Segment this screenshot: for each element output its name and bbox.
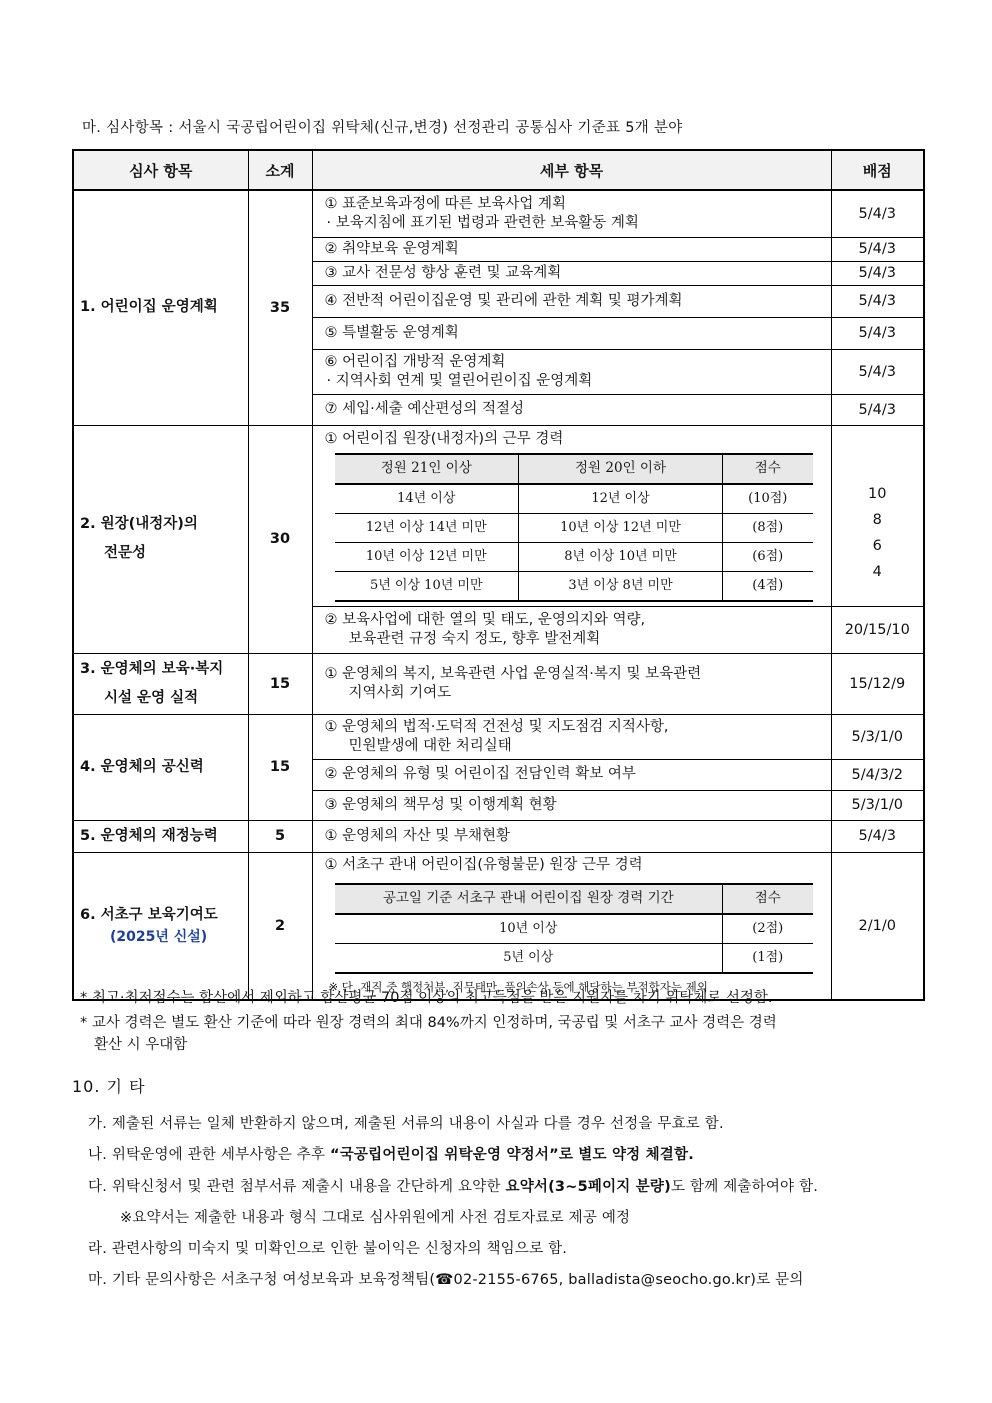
subtotal-cell: 15	[248, 714, 312, 820]
seocho-career-table	[335, 883, 813, 974]
points-value: 6	[872, 538, 882, 554]
item-ra: 라. 관련사항의 미숙지 및 미확인으로 인한 불이익은 신청자의 책임으로 함.	[88, 1241, 568, 1257]
item-ga: 가. 제출된 서류는 일체 반환하지 않으며, 제출된 서류의 내용이 사실과 다를 경우 선정을 무효로 함.	[88, 1116, 724, 1132]
detail-line: ① 운영체의 법적·도덕적 건전성 및 지도점검 지적사항,	[324, 718, 669, 735]
inner-cell: 10년 이상 12년 미만	[519, 513, 723, 542]
points-cell: 5/3/1/0	[831, 790, 924, 820]
section-10-title: 10. 기 타	[72, 1077, 146, 1096]
detail-cell: ④ 전반적 어린이집운영 및 관리에 관한 계획 및 평가계획	[312, 285, 831, 317]
detail-line: 보육관련 규정 숙지 정도, 향후 발전계획	[348, 630, 601, 647]
detail-line: ① 서초구 관내 어린이집(유형불문) 원장 근무 경력	[324, 856, 643, 873]
inner-cell: (2점)	[723, 914, 813, 944]
note-2	[80, 1012, 923, 1056]
detail-cell: ② 취약보육 운영계획	[312, 237, 831, 261]
detail-cell	[312, 190, 831, 237]
detail-line: · 지역사회 연계 및 열린어린이집 운영계획	[326, 372, 593, 389]
item-bold-text: “국공립어린이집 위탁운영 약정서”로 별도 약정 체결함.	[329, 1147, 694, 1163]
table-row	[73, 820, 924, 852]
subtotal-cell: 2	[248, 852, 312, 1000]
inner-cell: (4점)	[723, 571, 813, 601]
inner-header: 점수	[723, 454, 813, 484]
points-cell: 5/4/3/2	[831, 759, 924, 790]
detail-line: ⑥ 어린이집 개방적 운영계획	[324, 353, 506, 370]
detail-cell: ⑤ 특별활동 운영계획	[312, 317, 831, 349]
points-cell: 5/4/3	[831, 237, 924, 261]
note-1: * 최고·최저점수는 합산에서 제외하고 합산평균 70점 이상의 최고득점을 받은 지원자를 차기 위탁체로 선정함.	[80, 990, 773, 1006]
subtotal-cell: 15	[248, 653, 312, 714]
detail-line: 민원발생에 대한 처리실태	[348, 737, 512, 754]
detail-cell: ③ 교사 전문성 향상 훈련 및 교육계획	[312, 261, 831, 285]
inner-row	[335, 542, 813, 571]
inner-row	[335, 943, 813, 973]
inner-header: 정원 21인 이상	[335, 454, 519, 484]
detail-cell	[312, 714, 831, 759]
career-table	[335, 453, 813, 602]
inner-cell: 5년 이상 10년 미만	[335, 571, 519, 601]
detail-line: ① 어린이집 원장(내정자)의 근무 경력	[324, 430, 564, 447]
table-row	[73, 425, 924, 606]
item-text: 도 함께 제출하여야 함.	[670, 1179, 819, 1195]
inner-row	[335, 571, 813, 601]
points-cell: 5/4/3	[831, 190, 924, 237]
table-header-row	[73, 150, 924, 190]
detail-cell	[312, 349, 831, 394]
detail-line: ② 보육사업에 대한 열의 및 태도, 운영의지와 역량,	[324, 611, 646, 628]
detail-cell: ① 운영체의 자산 및 부채현황	[312, 820, 831, 852]
item-na	[88, 1143, 694, 1164]
inner-cell: 14년 이상	[335, 484, 519, 514]
category-cell	[73, 852, 248, 1000]
category-line: 3. 운영체의 보육·복지	[80, 660, 224, 677]
points-value: 8	[872, 512, 882, 528]
item-da	[88, 1175, 818, 1196]
table-row	[73, 714, 924, 759]
item-text: 다. 위탁신청서 및 관련 첨부서류 제출시 내용을 간단하게 요약한	[88, 1179, 506, 1195]
new-badge: (2025년 신설)	[110, 928, 208, 945]
table-row	[73, 190, 924, 237]
inner-cell: 3년 이상 8년 미만	[519, 571, 723, 601]
table-row	[73, 653, 924, 714]
points-cell: 5/4/3	[831, 317, 924, 349]
points-cell: 5/3/1/0	[831, 714, 924, 759]
inner-cell: 10년 이상 12년 미만	[335, 542, 519, 571]
points-value: 4	[872, 564, 882, 580]
inner-cell: 10년 이상	[335, 914, 723, 944]
inner-row	[335, 484, 813, 514]
points-value: 10	[868, 486, 887, 502]
note-line: 환산 시 우대함	[94, 1037, 188, 1053]
detail-cell	[312, 852, 831, 1000]
points-cell: 15/12/9	[831, 653, 924, 714]
category-cell: 1. 어린이집 운영계획	[73, 190, 248, 425]
category-line: 시설 운영 실적	[104, 689, 199, 706]
category-cell	[73, 653, 248, 714]
item-ma: 마. 기타 문의사항은 서초구청 여성보육과 보육정책팀(☎02-2155-6765, balladista@seocho.go.kr)로 문의	[88, 1272, 804, 1288]
detail-line: · 보육지침에 표기된 법령과 관련한 보육활동 계획	[326, 214, 639, 231]
item-bold-text: 요약서(3~5페이지 분량)	[505, 1179, 671, 1195]
detail-line: 지역사회 기여도	[348, 684, 452, 701]
detail-cell	[312, 425, 831, 606]
category-cell: 4. 운영체의 공신력	[73, 714, 248, 820]
inner-cell: (8점)	[723, 513, 813, 542]
inner-row	[335, 513, 813, 542]
inner-cell: 12년 이상	[519, 484, 723, 514]
header-category: 심사 항목	[73, 150, 248, 190]
category-cell	[73, 425, 248, 653]
detail-cell: ② 운영체의 유형 및 어린이집 전담인력 확보 여부	[312, 759, 831, 790]
points-cell: 2/1/0	[831, 852, 924, 1000]
item-da-note: ※요약서는 제출한 내용과 형식 그대로 심사위원에게 사전 검토자료로 제공 예정	[120, 1210, 631, 1226]
header-points: 배점	[831, 150, 924, 190]
subtotal-cell: 30	[248, 425, 312, 653]
detail-cell	[312, 653, 831, 714]
points-cell: 5/4/3	[831, 285, 924, 317]
detail-cell: ③ 운영체의 책무성 및 이행계획 현황	[312, 790, 831, 820]
inner-header: 공고일 기준 서초구 관내 어린이집 원장 경력 기간	[335, 884, 723, 914]
category-line: 2. 원장(내정자)의	[80, 516, 198, 532]
inner-cell: 5년 이상	[335, 943, 723, 973]
points-cell: 5/4/3	[831, 820, 924, 852]
points-cell	[831, 425, 924, 606]
subtotal-cell: 5	[248, 820, 312, 852]
inner-header: 정원 20인 이하	[519, 454, 723, 484]
detail-line: ① 운영체의 복지, 보육관련 사업 운영실적·복지 및 보육관련	[324, 665, 702, 682]
category-line: 6. 서초구 보육기여도	[80, 906, 218, 923]
subtotal-cell: 35	[248, 190, 312, 425]
detail-cell	[312, 606, 831, 653]
inner-cell: 8년 이상 10년 미만	[519, 542, 723, 571]
detail-cell: ⑦ 세입·세출 예산편성의 적절성	[312, 394, 831, 425]
points-cell: 5/4/3	[831, 349, 924, 394]
inner-header: 점수	[723, 884, 813, 914]
evaluation-table	[72, 149, 925, 1001]
inner-row	[335, 914, 813, 944]
inner-cell: (6점)	[723, 542, 813, 571]
category-line: 전문성	[104, 545, 147, 561]
inner-cell: 12년 이상 14년 미만	[335, 513, 519, 542]
section-heading: 마. 심사항목 : 서울시 국공립어린이집 위탁체(신규,변경) 선정관리 공통심사 기준표 5개 분야	[82, 120, 683, 136]
points-cell: 5/4/3	[831, 394, 924, 425]
table-row	[73, 852, 924, 1000]
detail-line: ① 표준보육과정에 따른 보육사업 계획	[324, 195, 567, 212]
header-subtotal: 소계	[248, 150, 312, 190]
points-cell: 20/15/10	[831, 606, 924, 653]
note-line: * 교사 경력은 별도 환산 기준에 따라 원장 경력의 최대 84%까지 인정하며, 국공립 및 서초구 교사 경력은 경력	[80, 1015, 777, 1031]
item-text: 나. 위탁운영에 관한 세부사항은 추후	[88, 1147, 330, 1163]
category-cell: 5. 운영체의 재정능력	[73, 820, 248, 852]
header-detail: 세부 항목	[312, 150, 831, 190]
exclusion-note: ※ 단, 재직 중 행정처분, 직무태만, 품의손상 등에 해당하는 부적합자는 제외	[328, 979, 708, 994]
points-cell: 5/4/3	[831, 261, 924, 285]
inner-cell: (10점)	[723, 484, 813, 514]
inner-cell: (1점)	[723, 943, 813, 973]
